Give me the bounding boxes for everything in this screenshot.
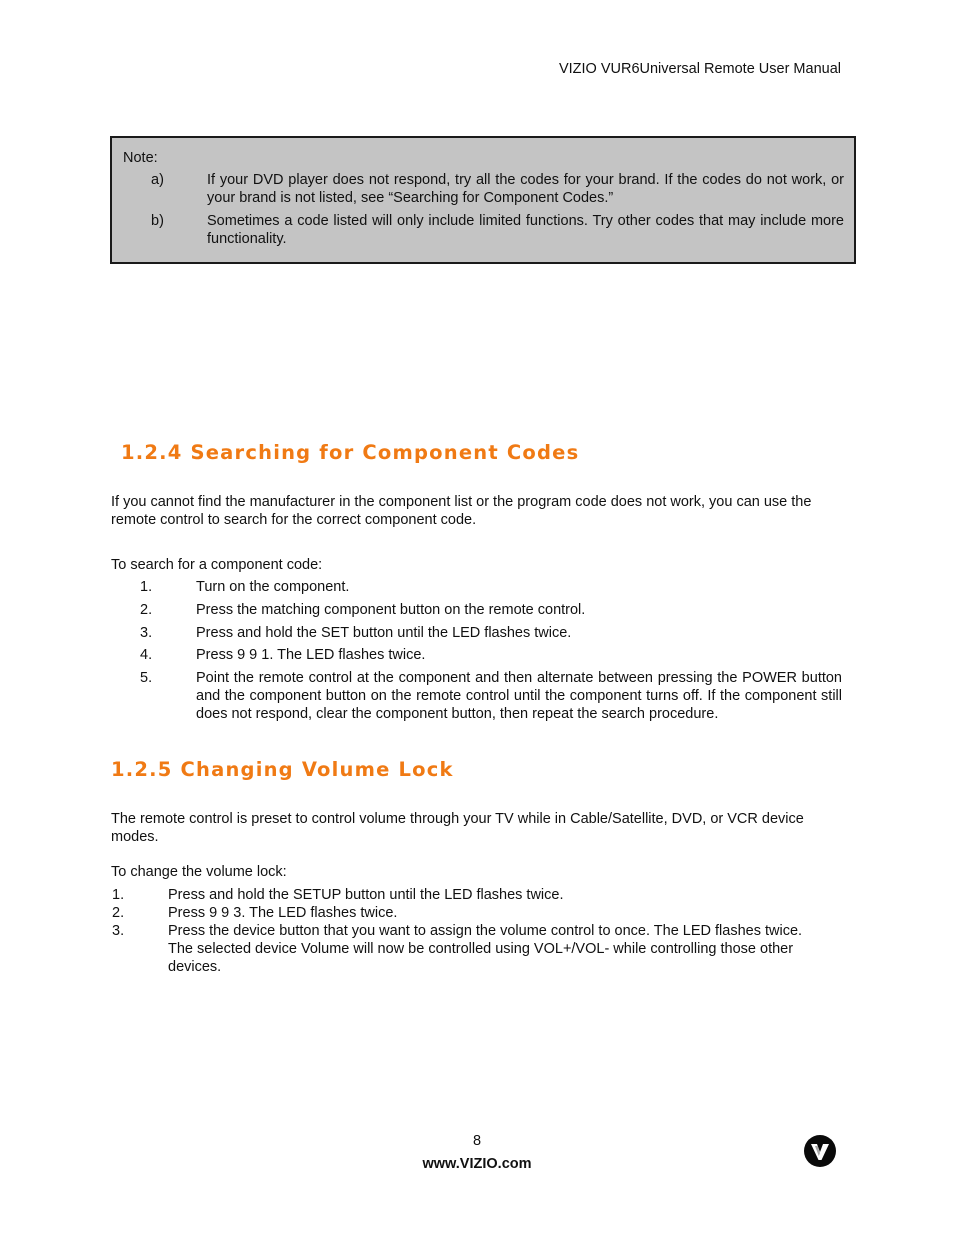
step-number: 2. xyxy=(112,905,125,921)
search-intro-paragraph: If you cannot find the manufacturer in the component list or the program code does not work, you can use the remote control to search for the correct component code. xyxy=(111,494,812,528)
vizio-logo-icon xyxy=(804,1135,836,1167)
step-text: Press 9 9 1. The LED flashes twice. xyxy=(196,647,426,663)
note-label: Note: xyxy=(123,150,158,166)
note-box xyxy=(110,136,856,264)
step-number: 1. xyxy=(140,579,153,595)
volume-lead-text: To change the volume lock: xyxy=(111,864,287,880)
step-number: 3. xyxy=(140,625,153,641)
note-item-text: Sometimes a code listed will only include limited functions. Try other codes that may include more functionality. xyxy=(207,213,844,247)
step-text: Turn on the component. xyxy=(196,579,350,595)
search-lead-text: To search for a component code: xyxy=(111,557,323,573)
step-number: 2. xyxy=(140,602,153,618)
step-number: 5. xyxy=(140,670,153,686)
step-text: Press and hold the SETUP button until the LED flashes twice. xyxy=(168,887,564,903)
step-text: Press the matching component button on the remote control. xyxy=(196,602,586,618)
step-number: 1. xyxy=(112,887,125,903)
step-text: Press 9 9 3. The LED flashes twice. xyxy=(168,905,398,921)
page-number: 8 xyxy=(472,1133,482,1149)
volume-intro-paragraph: The remote control is preset to control volume through your TV while in Cable/Satellite, DVD, or VCR device modes. xyxy=(111,811,804,845)
document-header-title: VIZIO VUR6Universal Remote User Manual xyxy=(558,61,841,77)
step-text: Press the device button that you want to assign the volume control to once. The LED flashes twice. The selected device Volume will now be controlled using VOL+/VOL- while controlling those other devices. xyxy=(168,923,803,975)
footer-website: www.VIZIO.com xyxy=(422,1156,532,1172)
step-number: 4. xyxy=(140,647,153,663)
step-text: Point the remote control at the component and then alternate between pressing the POWER button and the component button on the remote control until the component turns off. If the component still does not respond, clear the component button, then repeat the search procedure. xyxy=(196,670,842,722)
note-item-marker: a) xyxy=(151,172,164,188)
step-number: 3. xyxy=(112,923,125,939)
step-text: Press and hold the SET button until the LED flashes twice. xyxy=(196,625,572,641)
section-heading-volume-lock: 1.2.5 Changing Volume Lock xyxy=(111,758,454,781)
note-item-marker: b) xyxy=(151,213,164,229)
section-heading-searching: 1.2.4 Searching for Component Codes xyxy=(121,441,580,464)
note-item-text: If your DVD player does not respond, try all the codes for your brand. If the codes do not work, or your brand is not listed, see “Searching for Component Codes.” xyxy=(207,172,844,206)
